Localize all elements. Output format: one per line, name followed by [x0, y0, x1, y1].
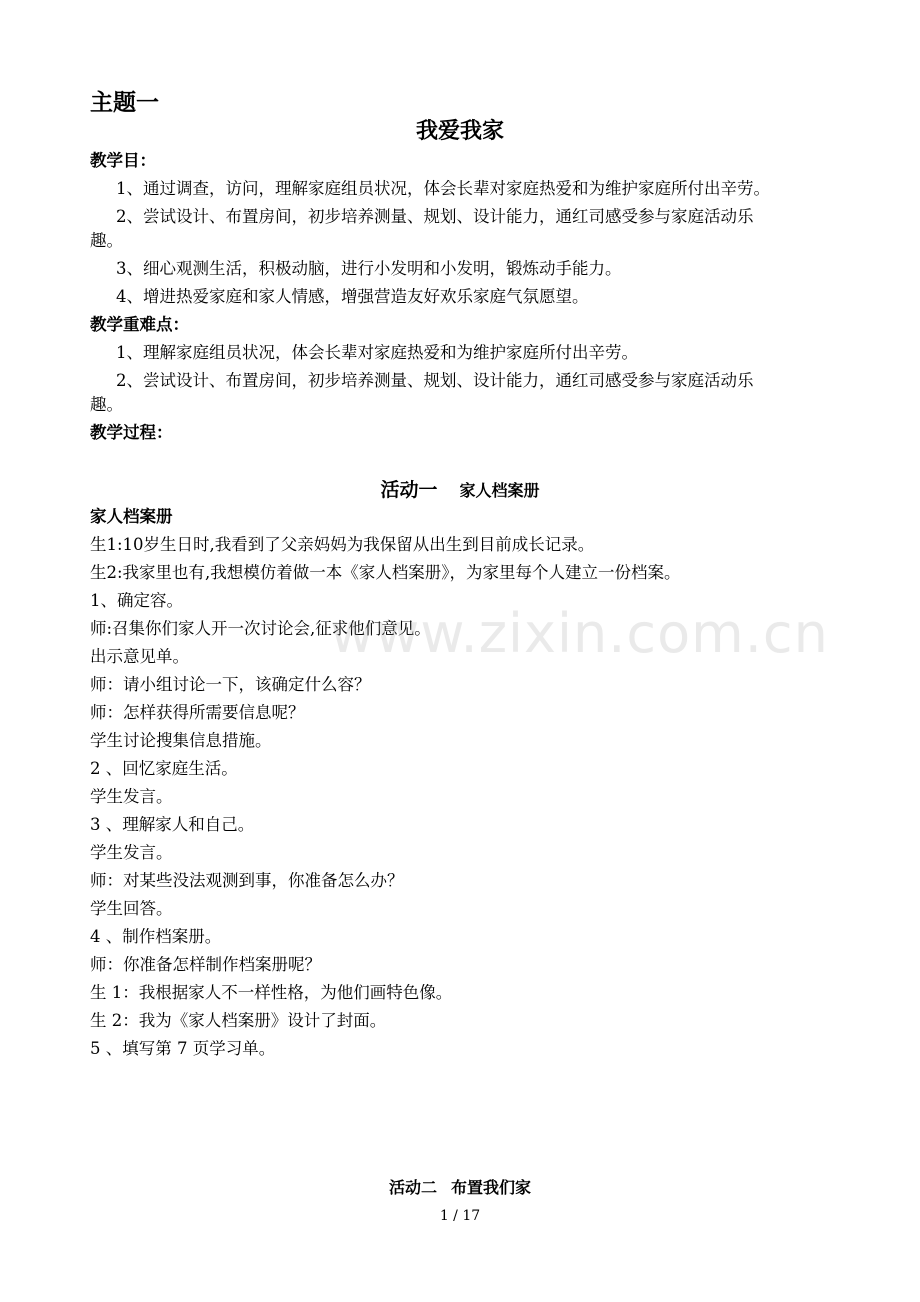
activity-line: 师：请小组讨论一下，该确定什么容？	[90, 675, 371, 694]
key-points-heading: 教学重难点：	[90, 315, 189, 334]
page-number: 1 / 17	[439, 1208, 481, 1224]
activity-line: 学生讨论搜集信息措施。	[90, 731, 272, 750]
activity-line: 生 1：我根据家人不一样性格，为他们画特色像。	[90, 983, 453, 1002]
activity-line: 出示意见单。	[90, 647, 189, 666]
activity-one-subtitle: 家人档案册	[459, 481, 540, 500]
key-point-item: 1、理解家庭组员状况，体会长辈对家庭热爱和为维护家庭所付出辛劳。	[116, 343, 638, 362]
activity-two-heading	[0, 1175, 920, 1198]
activity-line: 生2:我家里也有,我想模仿着做一本《家人档案册》，为家里每个人建立一份档案。	[90, 563, 681, 582]
activity-line: 生1:10岁生日时,我看到了父亲妈妈为我保留从出生到目前成长记录。	[90, 535, 595, 554]
objective-item: 4、增进热爱家庭和家人情感，增强营造友好欢乐家庭气氛愿望。	[116, 287, 589, 306]
activity-line: 生 2：我为《家人档案册》设计了封面。	[90, 1011, 387, 1030]
key-point-item-cont: 趣。	[90, 395, 123, 414]
activity-line: 师：怎样获得所需要信息呢？	[90, 703, 305, 722]
activity-one-heading	[0, 475, 920, 502]
activity-line: 2 、回忆家庭生活。	[90, 759, 238, 778]
activity-line: 师:召集你们家人开一次讨论会,征求他们意见。	[90, 619, 431, 638]
activity-line: 学生发言。	[90, 787, 173, 806]
watermark: www.zixin.com.cn	[330, 602, 829, 665]
objective-item: 1、通过调查，访问，理解家庭组员状况，体会长辈对家庭热爱和为维护家庭所付出辛劳。	[116, 179, 770, 198]
activity-two-title: 活动二	[388, 1178, 437, 1197]
objective-item-cont: 趣。	[90, 231, 123, 250]
process-heading: 教学过程：	[90, 423, 173, 442]
key-point-item: 2、尝试设计、布置房间，初步培养测量、规划、设计能力，通红司感受参与家庭活动乐	[116, 371, 754, 390]
activity-line: 师：你准备怎样制作档案册呢？	[90, 955, 321, 974]
activity-one-title: 活动一	[380, 479, 438, 501]
activity-line: 4 、制作档案册。	[90, 927, 222, 946]
activity-two-subtitle: 布置我们家	[451, 1178, 532, 1197]
objectives-heading: 教学目：	[90, 151, 156, 170]
section-heading: 家人档案册	[90, 507, 173, 526]
objective-item: 2、尝试设计、布置房间，初步培养测量、规划、设计能力，通红司感受参与家庭活动乐	[116, 207, 754, 226]
activity-line: 3 、理解家人和自己。	[90, 815, 255, 834]
objective-item: 3、细心观测生活，积极动脑，进行小发明和小发明，锻炼动手能力。	[116, 259, 622, 278]
page-title: 我爱我家	[415, 119, 504, 144]
activity-line: 1、确定容。	[90, 591, 183, 610]
activity-line: 师：对某些没法观测到事，你准备怎么办？	[90, 871, 404, 890]
activity-line: 学生回答。	[90, 899, 173, 918]
activity-line: 5 、填写第 7 页学习单。	[90, 1039, 276, 1058]
activity-line: 学生发言。	[90, 843, 173, 862]
theme-heading: 主题一	[90, 90, 159, 116]
